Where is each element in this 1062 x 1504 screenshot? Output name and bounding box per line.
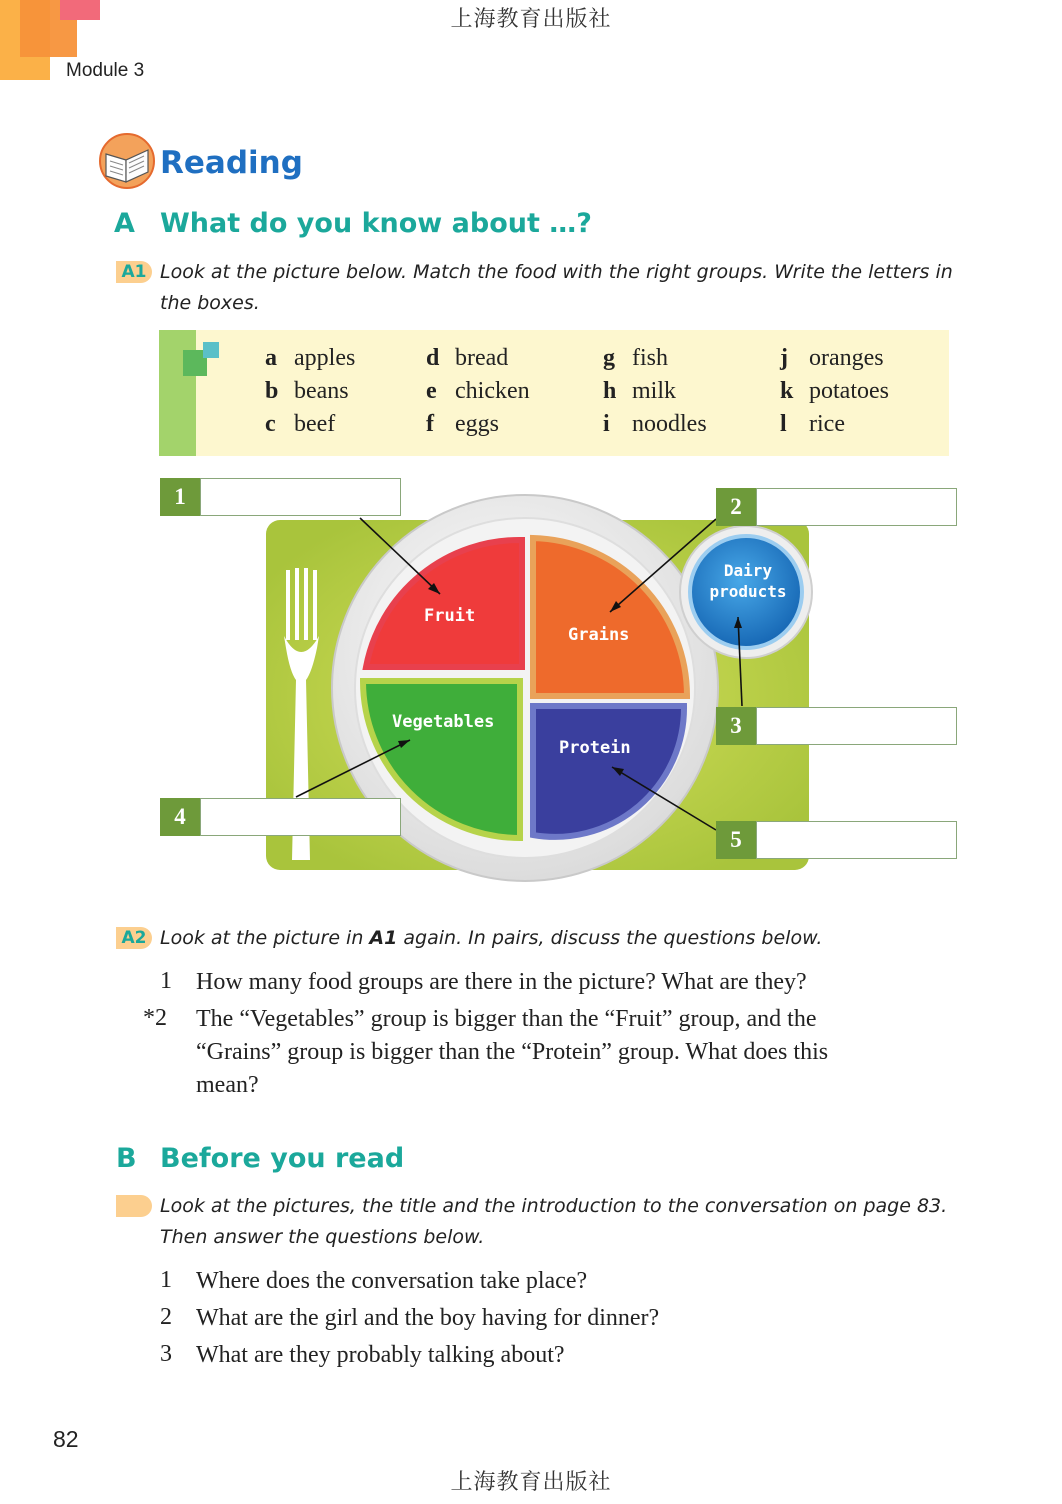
section-a-letter: A [114, 208, 135, 239]
reading-title: Reading [160, 145, 303, 181]
page-number: 82 [53, 1426, 79, 1452]
word-item: fish [632, 345, 668, 371]
answer-box-5[interactable] [756, 821, 957, 859]
word-item: potatoes [809, 378, 889, 404]
word-letter: l [780, 411, 787, 437]
answer-box-number: 5 [716, 821, 756, 859]
word-letter: a [265, 345, 277, 371]
grains-label: Grains [568, 625, 630, 645]
word-box-bar [159, 330, 196, 456]
word-letter: i [603, 411, 610, 437]
answer-box-number: 4 [160, 798, 200, 836]
answer-box-number: 2 [716, 488, 756, 526]
question-number: 3 [160, 1341, 172, 1367]
book-icon [98, 132, 156, 190]
section-a-title: What do you know about …? [160, 208, 592, 239]
word-item: chicken [455, 378, 530, 404]
section-b-letter: B [116, 1143, 137, 1174]
answer-box-1[interactable] [200, 478, 401, 516]
word-item: rice [809, 411, 845, 437]
word-item: oranges [809, 345, 884, 371]
dairy-label-line2: products [709, 582, 787, 601]
word-letter: d [426, 345, 440, 371]
word-letter: g [603, 345, 615, 371]
publisher-footer: 上海教育出版社 [450, 1470, 612, 1495]
question-text: What are they probably talking about? [196, 1342, 565, 1368]
answer-box-number: 3 [716, 707, 756, 745]
b-tag [116, 1195, 152, 1217]
question-number: 1 [160, 1267, 172, 1293]
word-item: bread [455, 345, 509, 371]
word-letter: f [426, 411, 434, 437]
dairy-label [700, 560, 796, 602]
question-text: What are the girl and the boy having for dinner? [196, 1305, 660, 1331]
answer-box-2[interactable] [756, 488, 957, 526]
question-text: The “Vegetables” group is bigger than the “Fruit” group, and the [196, 1006, 817, 1032]
word-item: beans [294, 378, 349, 404]
a2-instruction: Look at the picture in A1 again. In pairs, discuss the questions below. [160, 927, 823, 949]
decor-square [203, 342, 219, 358]
a2-tag: A2 [116, 927, 152, 949]
word-letter: e [426, 378, 437, 404]
a1-instruction-line2: the boxes. [160, 292, 260, 314]
b-instruction-line1: Look at the pictures, the title and the introduction to the conversation on page 83. [160, 1195, 948, 1217]
dairy-label-line1: Dairy [723, 561, 773, 580]
question-text: mean? [196, 1072, 259, 1098]
a2-ref: A1 [369, 927, 398, 949]
word-item: noodles [632, 411, 707, 437]
question-number: *2 [143, 1005, 167, 1031]
word-item: apples [294, 345, 356, 371]
answer-box-4[interactable] [200, 798, 401, 836]
word-letter: c [265, 411, 276, 437]
word-item: milk [632, 378, 677, 404]
question-text: How many food groups are there in the picture? What are they? [196, 969, 807, 995]
word-letter: h [603, 378, 617, 404]
module-label: Module 3 [66, 60, 145, 81]
word-item: beef [294, 411, 336, 437]
question-text: Where does the conversation take place? [196, 1268, 588, 1294]
a1-instruction-line1: Look at the picture below. Match the food with the right groups. Write the letters in [160, 261, 953, 283]
word-letter: k [780, 378, 794, 404]
section-b-title: Before you read [160, 1143, 405, 1174]
vegetables-label: Vegetables [392, 712, 495, 732]
publisher-header: 上海教育出版社 [450, 7, 612, 32]
question-text: “Grains” group is bigger than the “Protein” group. What does this [196, 1039, 829, 1065]
word-item: eggs [455, 411, 499, 437]
answer-box-number: 1 [160, 478, 200, 516]
word-letter: j [780, 345, 788, 371]
protein-label: Protein [559, 738, 631, 758]
fruit-label: Fruit [424, 606, 476, 626]
word-letter: b [265, 378, 279, 404]
question-number: 2 [160, 1304, 172, 1330]
question-number: 1 [160, 968, 172, 994]
b-instruction-line2: Then answer the questions below. [160, 1226, 485, 1248]
corner-decoration [60, 0, 100, 20]
answer-box-3[interactable] [756, 707, 957, 745]
a1-tag: A1 [116, 261, 152, 283]
